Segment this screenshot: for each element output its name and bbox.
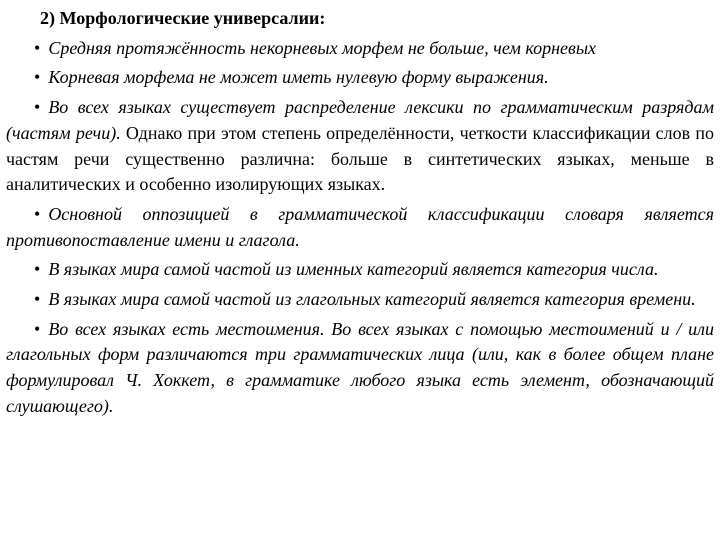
paragraph-4	[6, 202, 714, 253]
paragraph-3-plain: Однако при этом степень определённости, четкости классификации слов по частям речи существенно различна: больше в синтетических языках, меньше в аналитических и особенно изолирующих языках.	[6, 122, 714, 195]
bullet-icon: •	[34, 259, 41, 280]
paragraph-3	[6, 95, 714, 198]
paragraph-5-italic: В языках мира самой частой из именных категорий является категория числа.	[48, 259, 659, 280]
paragraph-1	[6, 36, 714, 62]
paragraph-3-italic: Во всех языках существует распределение лексики по грамматическим разрядам (частям речи).	[6, 97, 714, 143]
paragraph-2-italic: Корневая морфема не может иметь нулевую форму выражения.	[48, 67, 549, 88]
bullet-icon: •	[34, 37, 41, 58]
bullet-icon: •	[34, 318, 41, 339]
paragraph-1-italic: Средняя протяжённость некорневых морфем не больше, чем корневых	[48, 37, 597, 58]
paragraph-5	[6, 257, 714, 283]
bullet-icon: •	[34, 289, 41, 310]
bullet-icon: •	[34, 203, 41, 224]
section-heading: 2) Морфологические универсалии:	[40, 8, 326, 28]
paragraph-7	[6, 317, 714, 420]
bullet-icon: •	[34, 67, 41, 88]
paragraph-2	[6, 65, 714, 91]
paragraph-4-italic: Основной оппозицией в грамматической классификации словаря является противопоставление имени и глагола.	[6, 203, 714, 250]
bullet-icon: •	[34, 97, 41, 118]
paragraph-6-italic: В языках мира самой частой из глагольных категорий является категория времени.	[48, 289, 696, 310]
paragraph-7-italic: Во всех языках есть местоимения. Во всех языках с помощью местоимений и / или глагольных форм различаются три грамматических лица (или, как в более общем плане формулировал Ч. Хоккет, в грамматике любого языка есть элемент, обозначающий слушающего).	[6, 318, 714, 416]
paragraph-6	[6, 287, 714, 313]
